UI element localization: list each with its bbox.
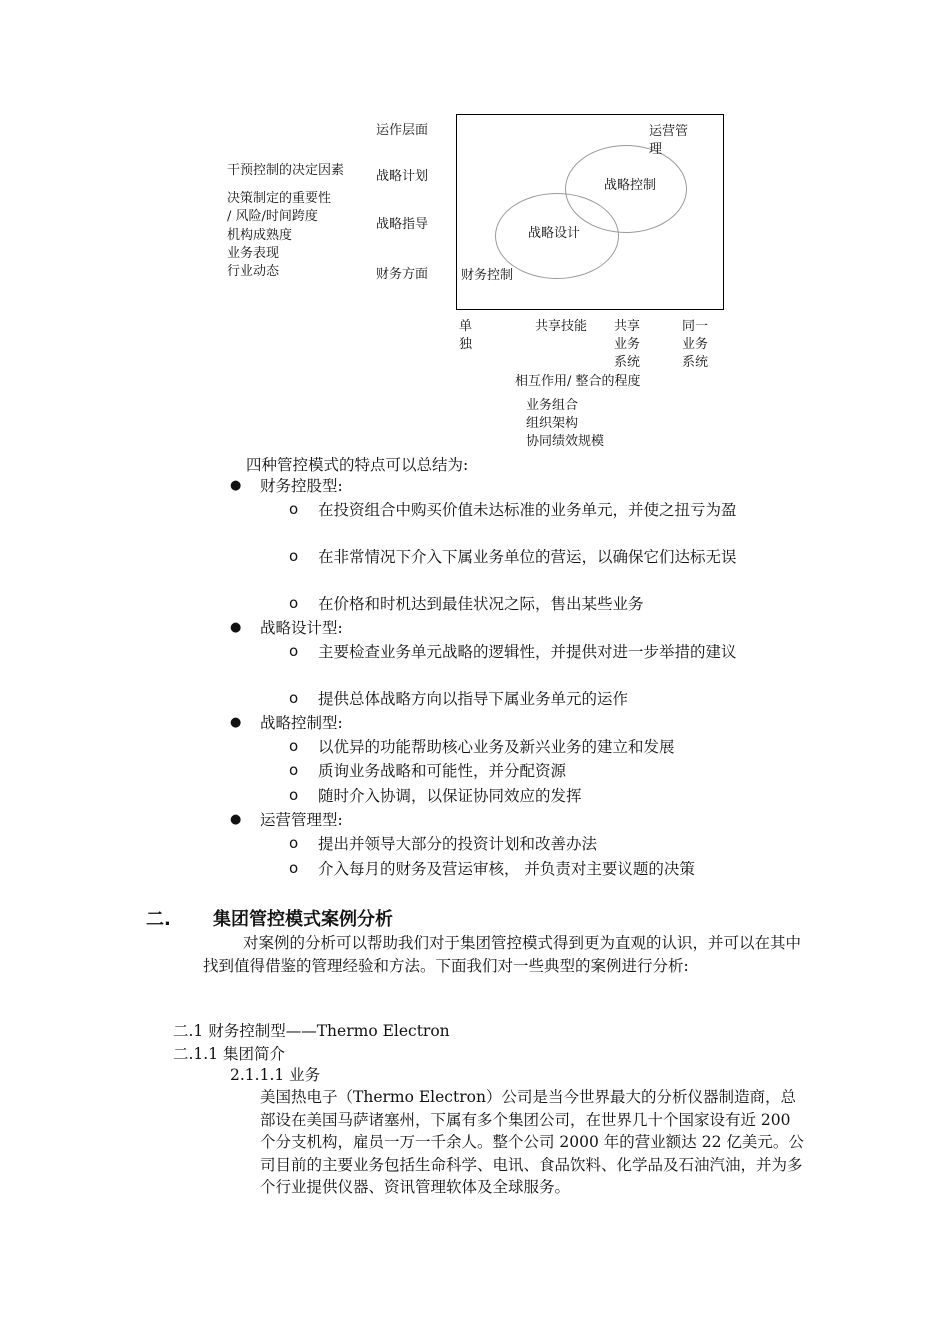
circle-bullet-icon: o — [289, 500, 299, 518]
circle-bullet-icon: o — [289, 547, 299, 565]
factor-4: 机构成熟度 — [227, 228, 293, 243]
mode-item: 在价格和时机达到最佳状况之际，售出某些业务 — [318, 595, 644, 613]
bullet-icon: ● — [230, 715, 242, 730]
circle-bullet-icon: o — [289, 859, 299, 877]
y-level-strategic-plan: 战略计划 — [376, 169, 429, 184]
summary-intro: 四种管控模式的特点可以总结为: — [246, 456, 469, 474]
x-level-same-system: 同一业务系统 — [682, 319, 709, 370]
mode-item: 主要检查业务单元战略的逻辑性，并提供对进一步举措的建议 — [318, 643, 737, 661]
factor-1: 干预控制的决定因素 — [227, 163, 345, 178]
mode-item: 在非常情况下介入下属业务单位的营运，以确保它们达标无误 — [318, 548, 737, 566]
factor-5: 业务表现 — [227, 246, 280, 261]
mode-item: 以优异的功能帮助核心业务及新兴业务的建立和发展 — [318, 738, 675, 756]
label-strategic-control: 战略控制 — [603, 178, 656, 193]
factor-3: / 风险/时间跨度 — [227, 209, 318, 224]
x-level-single: 单独 — [459, 319, 473, 352]
subheading-3: 2.1.1.1 业务 — [230, 1066, 321, 1084]
label-strategic-design: 战略设计 — [527, 226, 580, 241]
circle-bullet-icon: o — [289, 737, 299, 755]
circle-bullet-icon: o — [289, 642, 299, 660]
section-intro: 对案例的分析可以帮助我们对于集团管控模式得到更为直观的认识，并可以在其中找到值得借鉴的管理经验和方法。下面我们对一些典型的案例进行分析: — [203, 934, 802, 975]
x-caption-portfolio: 业务组合 — [526, 398, 579, 413]
x-caption-degree: 相互作用/ 整合的程度 — [515, 374, 641, 389]
factor-6: 行业动态 — [227, 264, 280, 279]
bullet-icon: ● — [230, 812, 242, 827]
circle-bullet-icon: o — [289, 594, 299, 612]
mode-item: 提出并领导大部分的投资计划和改善办法 — [318, 835, 598, 853]
mode-title: 运营管理型: — [260, 811, 343, 829]
circle-bullet-icon: o — [289, 834, 299, 852]
x-caption-synergy: 协同绩效规模 — [526, 434, 605, 449]
mode-title: 财务控股型: — [260, 477, 343, 495]
circle-bullet-icon: o — [289, 761, 299, 779]
business-description: 美国热电子（Thermo Electron）公司是当今世界最大的分析仪器制造商，总部设在美国马萨诸塞州，下属有多个集团公司，在世界几十个国家设有近 200 个分支机构，雇员一万一千余人。整个公司 2000 年的营业额达 22 亿美元。公司目前的主要业务包括生命科学、电讯、食品饮料、化学品及石油汽油，并为多个行业提供仪器、资讯管理软体及全球服务。 — [260, 1088, 804, 1196]
bullet-icon: ● — [230, 478, 242, 493]
mode-title: 战略设计型: — [260, 619, 343, 637]
factor-2: 决策制定的重要性 — [227, 191, 332, 206]
subheading-2: 二.1.1 集团简介 — [173, 1045, 286, 1063]
bullet-icon: ● — [230, 620, 242, 635]
mode-title: 战略控制型: — [260, 714, 343, 732]
mode-item: 提供总体战略方向以指导下属业务单元的运作 — [318, 690, 629, 708]
subheading-1: 二.1 财务控制型——Thermo Electron — [173, 1022, 450, 1040]
x-level-shared-systems: 共享业务系统 — [614, 319, 641, 370]
x-level-shared-skills: 共享技能 — [535, 319, 588, 334]
y-level-operations: 运作层面 — [376, 123, 429, 138]
mode-item: 在投资组合中购买价值未达标准的业务单元，并使之扭亏为盈 — [318, 501, 737, 519]
mode-item: 质询业务战略和可能性，并分配资源 — [318, 762, 567, 780]
x-caption-structure: 组织架构 — [526, 416, 579, 431]
label-operations: 运营管理 — [649, 124, 689, 157]
section-title: 集团管控模式案例分析 — [213, 909, 393, 930]
circle-bullet-icon: o — [289, 689, 299, 707]
circle-bullet-icon: o — [289, 786, 299, 804]
y-level-financial: 财务方面 — [376, 267, 429, 282]
diagram-frame — [456, 114, 724, 310]
mode-item: 随时介入协调，以保证协同效应的发挥 — [318, 787, 582, 805]
section-number: 二. — [146, 909, 171, 930]
y-level-strategic-guidance: 战略指导 — [376, 217, 429, 232]
label-financial: 财务控制 — [461, 268, 514, 283]
mode-item: 介入每月的财务及营运审核， 并负责对主要议题的决策 — [318, 860, 695, 878]
